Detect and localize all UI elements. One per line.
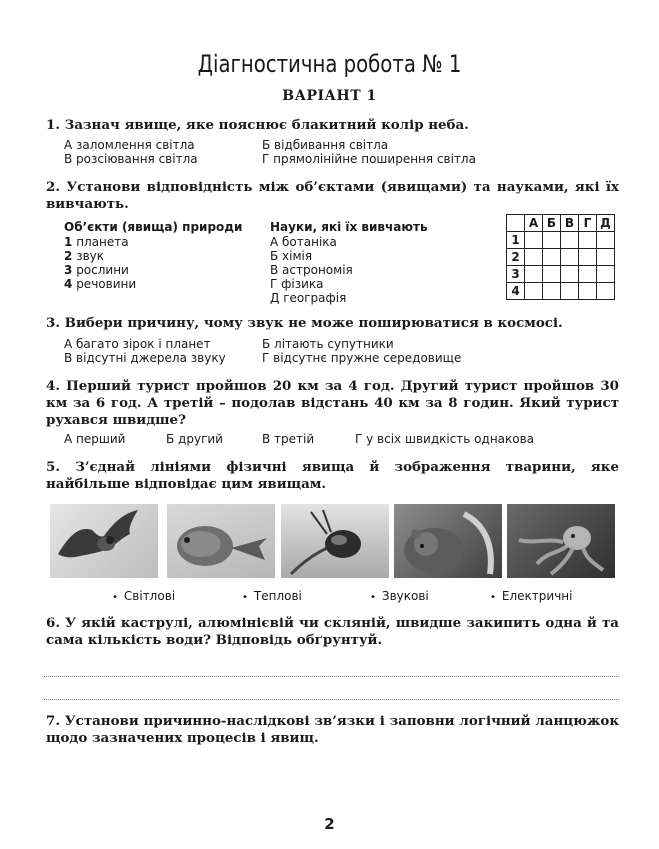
grid-col-header: Д (597, 215, 615, 232)
object-item (64, 235, 129, 249)
sciences-column-header: Науки, які їх вивчають (270, 220, 428, 234)
answer-line[interactable] (44, 699, 619, 700)
objects-column-header: Об’єкти (явища) природи (64, 220, 243, 234)
grid-cell[interactable] (543, 283, 561, 300)
q3-option-a[interactable]: А багато зірок і планет (64, 337, 211, 351)
q1-option-v[interactable]: В розсіювання світла (64, 152, 198, 166)
grid-corner (507, 215, 525, 232)
object-label: планета (76, 235, 129, 249)
q3-option-b[interactable]: Б літають супутники (262, 337, 394, 351)
question-number: 6. (46, 615, 60, 631)
q1-option-g[interactable]: Г прямолінійне поширення світла (262, 152, 476, 166)
q1-option-b[interactable]: Б відбивання світла (262, 138, 389, 152)
object-number: 1 (64, 235, 73, 249)
grid-cell[interactable] (561, 232, 579, 249)
bullet-icon: • (242, 592, 248, 603)
variant-heading: ВАРІАНТ 1 (282, 88, 377, 104)
object-number: 4 (64, 277, 73, 291)
q4-option-v[interactable]: В третій (262, 432, 315, 446)
grid-row-header: 4 (507, 283, 525, 300)
phenomenon-label[interactable]: • Звукові (370, 589, 429, 603)
grid-cell[interactable] (579, 283, 597, 300)
phenomenon-label[interactable]: • Теплові (242, 589, 302, 603)
grid-cell[interactable] (597, 266, 615, 283)
science-item: Б хімія (270, 249, 313, 263)
bullet-icon: • (112, 592, 118, 603)
grid-cell[interactable] (561, 266, 579, 283)
question-text: Вибери причину, чому звук не може поширюватися в космосі. (64, 315, 563, 331)
object-label: речовини (76, 277, 137, 291)
grid-cell[interactable] (543, 232, 561, 249)
grid-col-header: Г (579, 215, 597, 232)
grid-cell[interactable] (597, 249, 615, 266)
phenomenon-label[interactable]: • Електричні (490, 589, 573, 603)
beetle-photo (281, 504, 389, 578)
grid-cell[interactable] (579, 232, 597, 249)
science-item: Д географія (270, 291, 347, 305)
question-3 (46, 315, 619, 332)
q4-option-a[interactable]: А перший (64, 432, 126, 446)
question-7 (46, 713, 619, 747)
q3-option-v[interactable]: В відсутні джерела звуку (64, 351, 226, 365)
object-item (64, 263, 129, 277)
bear-photo (394, 504, 502, 578)
object-item (64, 277, 136, 291)
object-label: рослини (76, 263, 129, 277)
page-number: 2 (324, 815, 335, 833)
grid-cell[interactable] (579, 249, 597, 266)
question-text: Зазнач явище, яке пояснює блакитний колір неба. (64, 117, 469, 133)
q4-option-b[interactable]: Б другий (166, 432, 223, 446)
q4-option-g[interactable]: Г у всіх швидкість однакова (355, 432, 535, 446)
grid-col-header: А (525, 215, 543, 232)
grid-cell[interactable] (561, 283, 579, 300)
question-number: 4. (46, 378, 60, 394)
answer-line[interactable] (44, 676, 619, 677)
grid-row-header: 1 (507, 232, 525, 249)
phenomenon-label[interactable]: • Світлові (112, 589, 176, 603)
fish-photo (167, 504, 275, 578)
science-item: Г фізика (270, 277, 324, 291)
question-5 (46, 459, 619, 493)
question-number: 2. (46, 179, 60, 195)
bullet-icon: • (370, 592, 376, 603)
answer-grid (506, 214, 615, 300)
grid-col-header: Б (543, 215, 561, 232)
grid-cell[interactable] (525, 266, 543, 283)
question-number: 1. (46, 117, 60, 133)
question-number: 3. (46, 315, 60, 331)
grid-cell[interactable] (561, 249, 579, 266)
question-6 (46, 615, 619, 649)
question-text: Установи відповідність між об’єктами (явищами) та науками, які їх вивчають. (46, 179, 619, 212)
question-number: 7. (46, 713, 60, 729)
question-text: З’єднай лініями фізичні явища й зображення тварини, яке найбільше відповідає цим явищам. (46, 459, 619, 492)
q1-option-a[interactable]: А заломлення світла (64, 138, 195, 152)
question-number: 5. (46, 459, 60, 475)
question-2 (46, 179, 619, 213)
q3-option-g[interactable]: Г відсутнє пружне середовище (262, 351, 462, 365)
grid-row-header: 3 (507, 266, 525, 283)
grid-cell[interactable] (543, 266, 561, 283)
object-number: 3 (64, 263, 73, 277)
grid-cell[interactable] (597, 283, 615, 300)
grid-cell[interactable] (579, 266, 597, 283)
octopus-photo (507, 504, 615, 578)
grid-cell[interactable] (525, 283, 543, 300)
question-text: Установи причинно-наслідкові зв’язки і заповни логічний ланцюжок щодо зазначених процесів і явищ. (46, 713, 619, 746)
grid-row-header: 2 (507, 249, 525, 266)
bat-photo (50, 504, 158, 578)
question-text: Перший турист пройшов 20 км за 4 год. Другий турист пройшов 30 км за 6 год. А третій – подолав відстань 40 км за 8 годин. Який турист рухався швидше? (46, 378, 619, 428)
object-number: 2 (64, 249, 73, 263)
grid-cell[interactable] (525, 232, 543, 249)
question-1 (46, 117, 619, 134)
bullet-icon: • (490, 592, 496, 603)
science-item: В астрономія (270, 263, 353, 277)
science-item: А ботаніка (270, 235, 337, 249)
grid-cell[interactable] (597, 232, 615, 249)
grid-cell[interactable] (543, 249, 561, 266)
grid-col-header: В (561, 215, 579, 232)
question-text: У якій каструлі, алюмінієвій чи скляній, швидше закипить одна й та сама кількість води? Відповідь обґрунтуй. (46, 615, 619, 648)
grid-cell[interactable] (525, 249, 543, 266)
page-title: Діагностична робота № 1 (197, 50, 462, 78)
object-label: звук (76, 249, 104, 263)
question-4 (46, 378, 619, 429)
object-item (64, 249, 104, 263)
